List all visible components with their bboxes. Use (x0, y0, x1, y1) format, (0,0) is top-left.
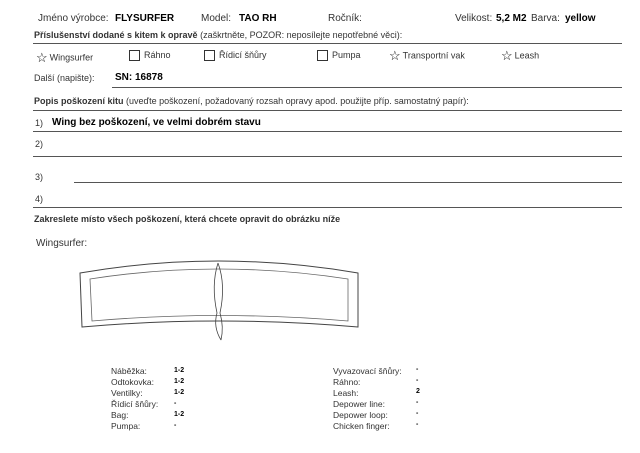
summary-value[interactable]: - (174, 422, 177, 429)
summary-label: Ráhno: (333, 377, 361, 387)
accessory-label: Wingsurfer (49, 52, 94, 63)
summary-value[interactable]: - (416, 399, 419, 406)
summary-label: Chicken finger: (333, 421, 390, 431)
summary-label: Vyvazovací šňůry: (333, 366, 402, 376)
summary-label: Depower line: (333, 399, 385, 409)
color-label: Barva: (531, 13, 560, 24)
summary-value[interactable]: 1-2 (174, 411, 185, 418)
summary-label: Odtokovka: (111, 377, 154, 387)
color-value[interactable]: yellow (565, 13, 596, 24)
accessories-heading-bold: Příslušenství dodané s kitem k opravě (34, 30, 198, 40)
summary-value[interactable]: - (416, 377, 419, 384)
summary-label: Depower loop: (333, 410, 388, 420)
accessory-label: Řídicí šňůry (219, 50, 267, 60)
checked-star-icon: ☆ (36, 50, 48, 65)
manufacturer-label: Jméno výrobce: (38, 13, 109, 24)
accessory-label: Ráhno (144, 50, 171, 60)
checkbox-icon (317, 50, 328, 61)
damage-line-number: 1) (35, 118, 44, 128)
manufacturer-value[interactable]: FLYSURFER (115, 13, 175, 24)
accessory-label: Transportní vak (402, 50, 465, 61)
wing-outer-outline (80, 261, 358, 327)
damage-line-text[interactable]: Wing bez poškození, ve velmi dobrém stavu (52, 117, 261, 128)
diagram-label: Wingsurfer: (36, 238, 88, 249)
summary-value[interactable]: 1-2 (174, 378, 185, 385)
accessory-wingsurfer[interactable] (36, 50, 93, 66)
wing-strut (214, 263, 222, 340)
damage-line-rule (33, 131, 622, 132)
other-label: Další (napište): (34, 73, 95, 83)
checkbox-icon (129, 50, 140, 61)
accessories-heading-note: (zaškrtněte, POZOR: neposílejte nepotřebné věci): (200, 30, 403, 40)
summary-value[interactable]: 1-2 (174, 367, 185, 374)
wing-inner-outline (90, 269, 348, 321)
checked-star-icon: ☆ (501, 48, 513, 63)
draw-instruction: Zakreslete místo všech poškození, která chcete opravit do obrázku níže (34, 214, 341, 224)
size-label: Velikost: (455, 13, 493, 24)
checked-star-icon: ☆ (389, 48, 401, 63)
accessory-label: Leash (514, 50, 540, 61)
summary-label: Bag: (111, 410, 129, 420)
damage-heading-note: (uveďte poškození, požadovaný rozsah opravy apod. použijte příp. samostatný papír): (126, 96, 469, 106)
damage-line-rule (33, 156, 622, 157)
other-value[interactable]: SN: 16878 (115, 72, 163, 83)
damage-line-number: 4) (35, 194, 44, 204)
summary-label: Náběžka: (111, 366, 147, 376)
size-value[interactable]: 5,2 M2 (496, 13, 527, 24)
summary-label: Pumpa: (111, 421, 141, 431)
divider (33, 110, 622, 111)
accessory-transportni-vak[interactable] (389, 48, 465, 64)
summary-value[interactable]: 2 (416, 388, 420, 395)
checkbox-icon (204, 50, 215, 61)
other-underline (112, 87, 622, 88)
damage-line-rule (33, 207, 622, 208)
accessory-pumpa[interactable] (317, 50, 361, 61)
summary-value[interactable]: - (416, 366, 419, 373)
summary-value[interactable]: - (174, 400, 177, 407)
damage-line-rule (74, 182, 622, 183)
accessory-rahno[interactable] (129, 50, 171, 61)
damage-line-number: 2) (35, 139, 44, 149)
model-value[interactable]: TAO RH (239, 13, 277, 24)
accessory-leash[interactable] (501, 48, 539, 64)
summary-value[interactable]: - (416, 410, 419, 417)
year-label: Ročník: (328, 13, 362, 24)
summary-label: Řídicí šňůry: (111, 399, 159, 409)
accessories-heading (34, 30, 402, 40)
summary-value[interactable]: 1-2 (174, 389, 185, 396)
damage-heading-bold: Popis poškození kitu (34, 96, 124, 106)
accessory-label: Pumpa (332, 50, 361, 60)
summary-label: Leash: (333, 388, 359, 398)
divider (33, 43, 622, 44)
damage-heading (34, 96, 469, 106)
accessory-ridici-snury[interactable] (204, 50, 267, 61)
model-label: Model: (201, 13, 232, 24)
damage-line-number: 3) (35, 172, 44, 182)
wing-outline-drawing[interactable] (70, 255, 370, 345)
summary-value[interactable]: - (416, 421, 419, 428)
summary-label: Ventilky: (111, 388, 143, 398)
